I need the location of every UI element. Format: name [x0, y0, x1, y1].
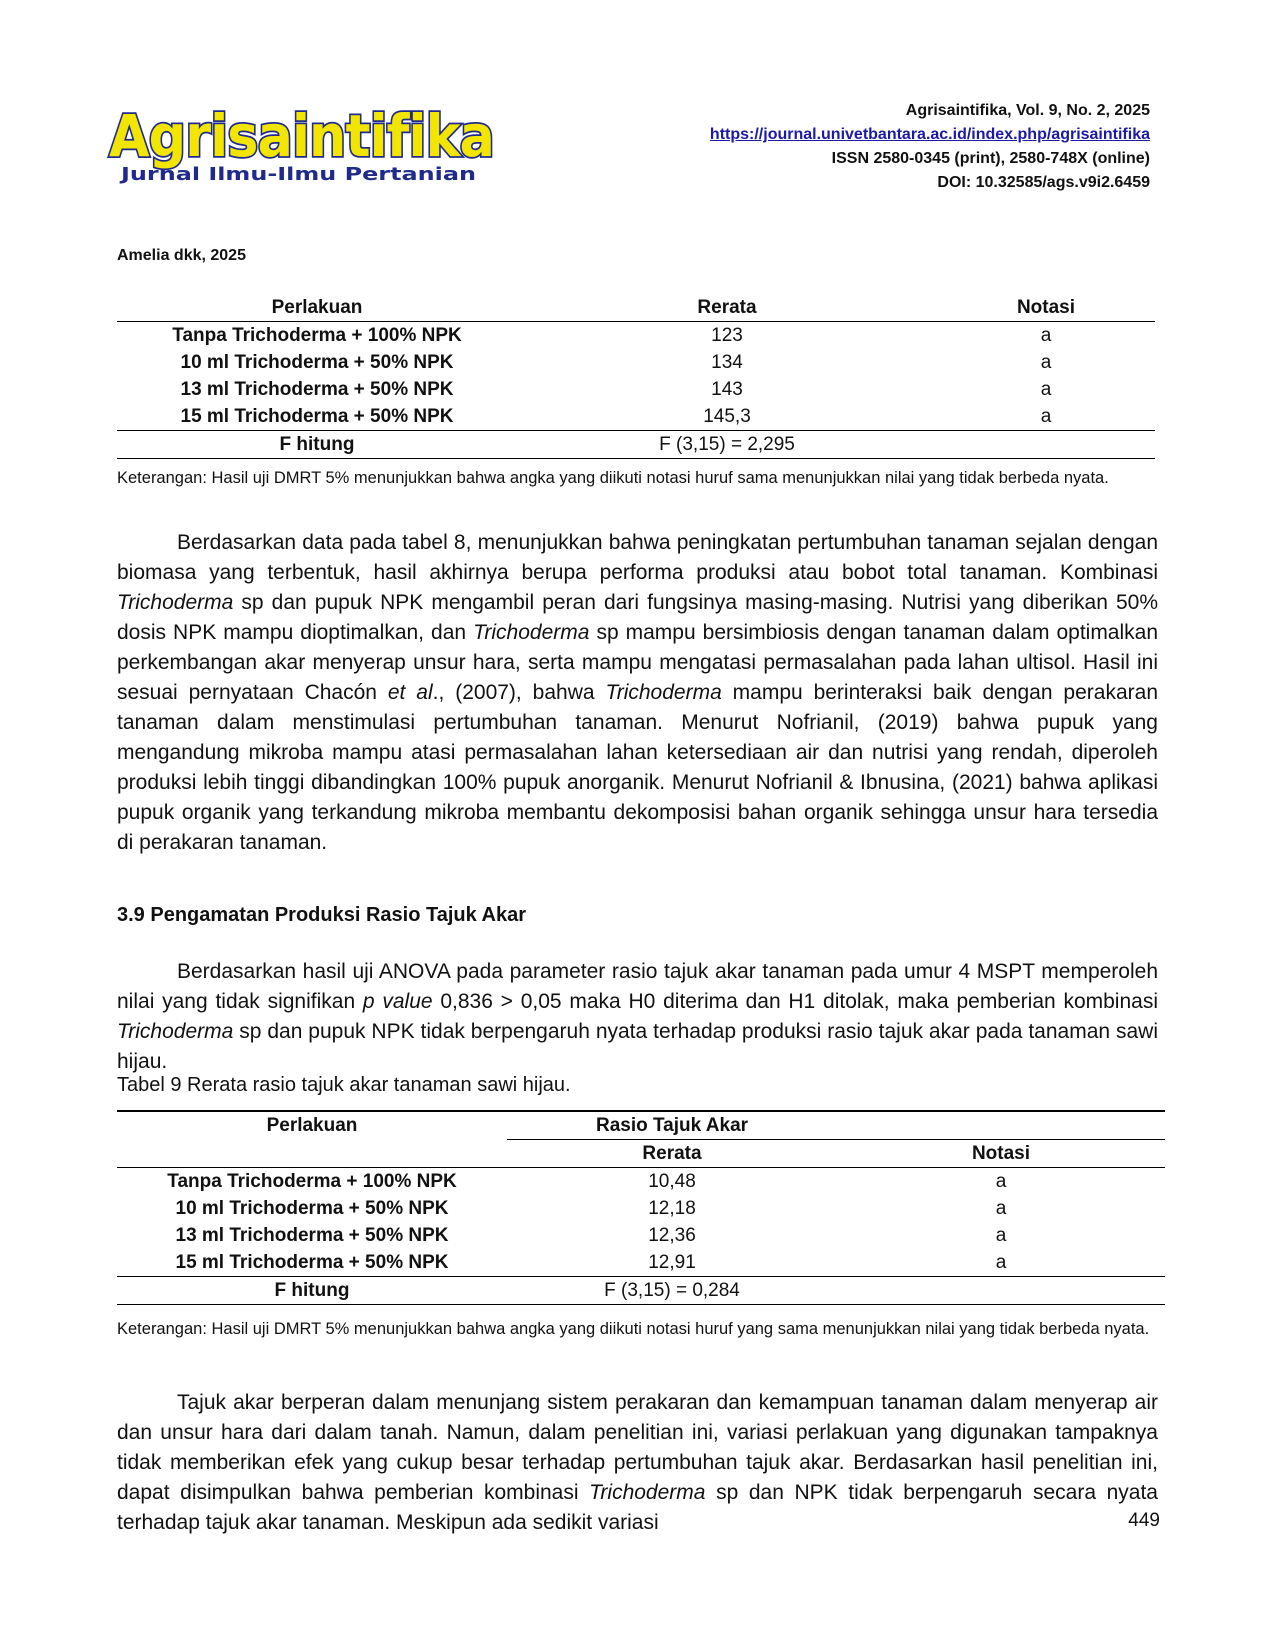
table-9-header-row-2: [117, 1140, 1165, 1168]
table-cell-notasi: a: [1040, 324, 1052, 346]
journal-doi: DOI: 10.32585/ags.v9i2.6459: [937, 174, 1150, 191]
table-cell-rerata: 10,48: [648, 1170, 696, 1192]
table-cell-perlakuan: 15 ml Trichoderma + 50% NPK: [180, 405, 454, 427]
table-row: [117, 349, 1155, 376]
logo-subtitle: Jurnal Ilmu-Ilmu Pertanian: [118, 164, 477, 185]
table-row: [117, 403, 1155, 431]
author-line: Amelia dkk, 2025: [117, 247, 246, 264]
table-9-header-rerata: Rerata: [642, 1142, 702, 1164]
table-cell-perlakuan: 15 ml Trichoderma + 50% NPK: [175, 1251, 449, 1273]
table-cell-rerata: 12,36: [648, 1224, 696, 1246]
table-cell-perlakuan: 13 ml Trichoderma + 50% NPK: [180, 378, 454, 400]
f-hitung-label: F hitung: [274, 1279, 350, 1301]
table-cell-perlakuan: Tanpa Trichoderma + 100% NPK: [167, 1170, 457, 1192]
paragraph-2: Berdasarkan hasil uji ANOVA pada parameter rasio tajuk akar tanaman pada umur 4 MSPT memperoleh nilai yang tidak signifikan p value 0,836 > 0,05 maka H0 diterima dan H1 ditolak, maka pemberian kombinasi Trichoderma sp dan pupuk NPK tidak berpengaruh nyata terhadap produksi rasio tajuk akar pada tanaman sawi hijau.: [117, 960, 1158, 1073]
f-hitung-value: F (3,15) = 2,295: [659, 433, 795, 455]
table-cell-notasi: a: [1040, 351, 1052, 373]
table-cell-notasi: a: [995, 1197, 1007, 1219]
f-hitung-value: F (3,15) = 0,284: [604, 1279, 740, 1301]
journal-url-link[interactable]: https://journal.univetbantara.ac.id/index.php/agrisaintifika: [709, 126, 1150, 143]
table-9: [117, 1110, 1165, 1305]
table-cell-perlakuan: Tanpa Trichoderma + 100% NPK: [172, 324, 462, 346]
table-row: [117, 1195, 1165, 1222]
table-cell-notasi: a: [995, 1224, 1007, 1246]
table-9-header-group: Rasio Tajuk Akar: [507, 1111, 837, 1140]
table-row: [117, 1249, 1165, 1277]
table-cell-perlakuan: 13 ml Trichoderma + 50% NPK: [175, 1224, 449, 1246]
section-heading: 3.9 Pengamatan Produksi Rasio Tajuk Akar: [117, 904, 527, 926]
table-8-f-row: [117, 431, 1155, 459]
table-8-note: Keterangan: Hasil uji DMRT 5% menunjukkan bahwa angka yang diikuti notasi huruf sama menunjukkan nilai yang tidak berbeda nyata.: [117, 469, 1109, 487]
table-cell-rerata: 134: [711, 351, 743, 373]
table-cell-notasi: a: [1040, 378, 1052, 400]
journal-citation: Agrisaintifika, Vol. 9, No. 2, 2025: [905, 102, 1150, 119]
table-row: [117, 322, 1155, 350]
f-hitung-label: F hitung: [279, 433, 355, 455]
table-9-header-perlakuan: Perlakuan: [266, 1114, 358, 1136]
table-cell-rerata: 12,18: [648, 1197, 696, 1219]
journal-logo: [107, 100, 502, 195]
table-9-header-row-1: [117, 1111, 1165, 1140]
table-cell-perlakuan: 10 ml Trichoderma + 50% NPK: [175, 1197, 449, 1219]
logo-title: Agrisaintifika: [109, 102, 494, 170]
journal-meta: [710, 99, 1150, 195]
table-9-caption: Tabel 9 Rerata rasio tajuk akar tanaman sawi hijau.: [117, 1074, 571, 1096]
table-8-header-row: [117, 294, 1155, 322]
table-cell-rerata: 123: [711, 324, 743, 346]
table-cell-notasi: a: [995, 1251, 1007, 1273]
table-cell-notasi: a: [995, 1170, 1007, 1192]
table-8-header-notasi: Notasi: [1016, 296, 1076, 318]
page-number: 449: [1128, 1510, 1160, 1531]
journal-issn: ISSN 2580-0345 (print), 2580-748X (online): [831, 150, 1150, 167]
table-cell-perlakuan: 10 ml Trichoderma + 50% NPK: [180, 351, 454, 373]
table-9-f-row: [117, 1277, 1165, 1305]
table-9-header-notasi: Notasi: [971, 1142, 1031, 1164]
table-8-header-rerata: Rerata: [697, 296, 757, 318]
table-cell-rerata: 12,91: [648, 1251, 696, 1273]
paragraph-3: Tajuk akar berperan dalam menunjang sistem perakaran dan kemampuan tanaman dalam menyerap air dan unsur hara dari dalam tanah. Namun, dalam penelitian ini, variasi perlakuan yang digunakan tampaknya tidak memberikan efek yang cukup besar terhadap pertumbuhan tajuk akar. Berdasarkan hasil penelitian ini, dapat disimpulkan bahwa pemberian kombinasi Trichoderma sp dan NPK tidak berpengaruh secara nyata terhadap tajuk akar tanaman. Meskipun ada sedikit variasi: [117, 1391, 1158, 1534]
table-cell-rerata: 145,3: [703, 405, 751, 427]
table-9-note: Keterangan: Hasil uji DMRT 5% menunjukkan bahwa angka yang diikuti notasi huruf yang sama menunjukkan nilai yang tidak berbeda nyata.: [117, 1320, 1150, 1338]
table-row: [117, 376, 1155, 403]
table-row: [117, 1222, 1165, 1249]
table-cell-rerata: 143: [711, 378, 743, 400]
table-cell-notasi: a: [1040, 405, 1052, 427]
paragraph-1: Berdasarkan data pada tabel 8, menunjukkan bahwa peningkatan pertumbuhan tanaman sejalan dengan biomasa yang terbentuk, hasil akhirnya berupa performa produksi atau bobot total tanaman. Kombinasi Trichoderma sp dan pupuk NPK mengambil peran dari fungsinya masing-masing. Nutrisi yang diberikan 50% dosis NPK mampu dioptimalkan, dan Trichoderma sp mampu bersimbiosis dengan tanaman dalam optimalkan perkembangan akar menyerap unsur hara, serta mampu mengatasi permasalahan pada lahan ultisol. Hasil ini sesuai pernyataan Chacón et al., (2007), bahwa Trichoderma mampu berinteraksi baik dengan perakaran tanaman dalam menstimulasi pertumbuhan tanaman. Menurut Nofrianil, (2019) bahwa pupuk yang mengandung mikroba mampu atasi permasalahan lahan ketersediaan air dan nutrisi yang rendah, diperoleh produksi lebih tinggi dibandingkan 100% pupuk anorganik. Menurut Nofrianil & Ibnusina, (2021) bahwa aplikasi pupuk organik yang terkandung mikroba membantu dekomposisi bahan organik sehingga unsur hara tersedia di perakaran tanaman.: [117, 531, 1159, 854]
table-row: [117, 1168, 1165, 1196]
table-8: [117, 294, 1155, 459]
table-8-header-perlakuan: Perlakuan: [271, 296, 363, 318]
